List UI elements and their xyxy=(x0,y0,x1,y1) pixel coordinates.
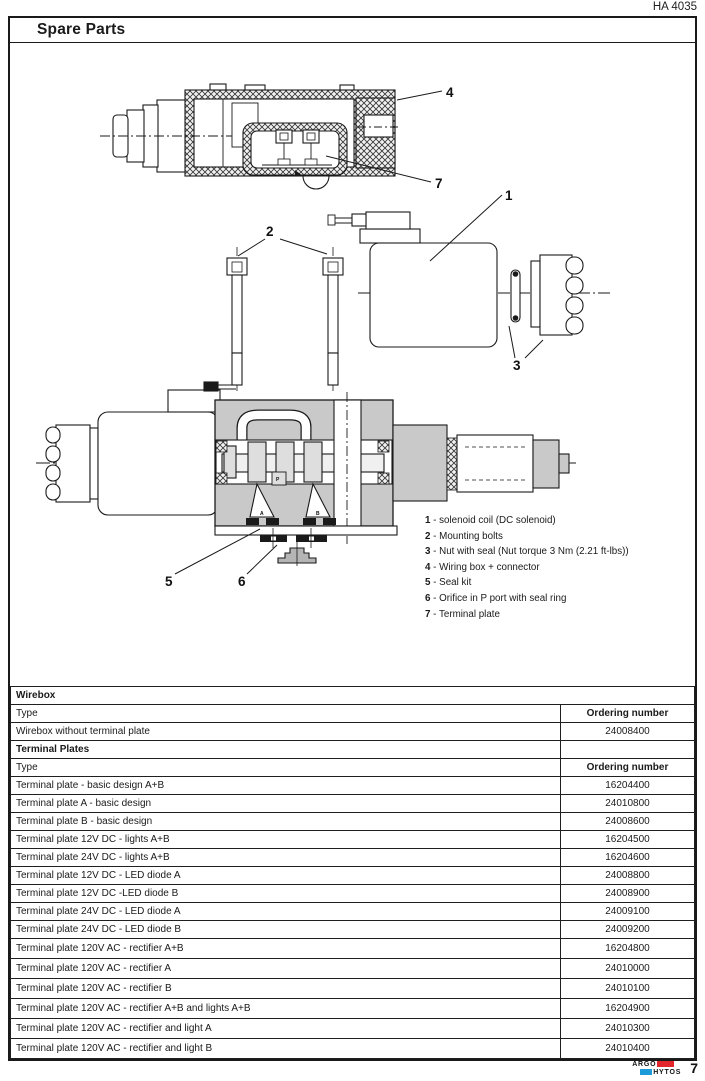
column-header-type: Type xyxy=(11,759,561,777)
brand-red-block xyxy=(657,1061,674,1067)
spare-parts-diagram xyxy=(10,43,695,686)
type-cell: Terminal plate B - basic design xyxy=(11,813,561,831)
legend-item: 4 - Wiring box + connector xyxy=(425,561,540,573)
page-footer xyxy=(632,1060,698,1076)
callout-1: 1 xyxy=(505,188,513,203)
type-cell: Terminal plate 24V DC - LED diode A xyxy=(11,903,561,921)
callout-3: 3 xyxy=(513,358,521,373)
ordering-number-cell: 24010300 xyxy=(561,1019,695,1039)
ordering-number-cell: 24010400 xyxy=(561,1039,695,1059)
type-cell: Terminal plate 120V AC - rectifier A+B xyxy=(11,939,561,959)
table-row xyxy=(11,831,695,849)
page-title: Spare Parts xyxy=(37,21,126,38)
ordering-number-cell: 24010800 xyxy=(561,795,695,813)
table-row xyxy=(11,903,695,921)
ordering-number-cell: 24010000 xyxy=(561,959,695,979)
table-row xyxy=(11,813,695,831)
page-number: 7 xyxy=(690,1060,698,1076)
table-row xyxy=(11,795,695,813)
table-row xyxy=(11,959,695,979)
type-cell: Terminal plate 24V DC - LED diode B xyxy=(11,921,561,939)
table-section-row xyxy=(11,687,695,705)
parts-table xyxy=(10,686,695,1059)
ordering-number-cell: 24008800 xyxy=(561,867,695,885)
type-cell: Terminal plate 120V AC - rectifier A+B and lights A+B xyxy=(11,999,561,1019)
type-cell: Terminal plate 24V DC - lights A+B xyxy=(11,849,561,867)
coil-and-bolts-drawing xyxy=(227,195,612,391)
ordering-number-cell: 24008400 xyxy=(561,723,695,741)
table-row xyxy=(11,939,695,959)
port-label-p: P xyxy=(276,477,280,483)
document-code: HA 4035 xyxy=(652,1,697,13)
parts-legend xyxy=(425,513,695,622)
legend-item: 2 - Mounting bolts xyxy=(425,530,503,542)
column-header-type: Type xyxy=(11,705,561,723)
callout-7: 7 xyxy=(435,176,443,191)
type-cell: Terminal plate 12V DC - LED diode A xyxy=(11,867,561,885)
ordering-number-cell: 16204600 xyxy=(561,849,695,867)
argo-hytos-logo xyxy=(632,1061,681,1076)
brand-word-hytos: HYTOS xyxy=(653,1068,682,1076)
ordering-number-cell: 16204900 xyxy=(561,999,695,1019)
column-header-ordering-number: Ordering number xyxy=(561,759,695,777)
ordering-number-cell: 24009200 xyxy=(561,921,695,939)
section-title: Terminal Plates xyxy=(11,741,561,759)
ordering-number-cell: 24008600 xyxy=(561,813,695,831)
ordering-number-cell: 24010100 xyxy=(561,979,695,999)
brand-word-argo: ARGO xyxy=(632,1060,657,1068)
table-row xyxy=(11,723,695,741)
ordering-number-cell: 24008900 xyxy=(561,885,695,903)
type-cell: Terminal plate 120V AC - rectifier and light B xyxy=(11,1039,561,1059)
table-row xyxy=(11,999,695,1019)
section-title: Wirebox xyxy=(11,687,695,705)
table-row xyxy=(11,921,695,939)
type-cell: Terminal plate - basic design A+B xyxy=(11,777,561,795)
title-bar xyxy=(10,18,695,43)
legend-item: 5 - Seal kit xyxy=(425,577,472,589)
table-header-row xyxy=(11,759,695,777)
brand-blue-block xyxy=(640,1069,652,1075)
ordering-number-cell: 24009100 xyxy=(561,903,695,921)
table-row xyxy=(11,885,695,903)
legend-item: 1 - solenoid coil (DC solenoid) xyxy=(425,515,556,526)
table-row xyxy=(11,1039,695,1059)
table-row xyxy=(11,1019,695,1039)
table-row xyxy=(11,979,695,999)
type-cell: Terminal plate 120V AC - rectifier and light A xyxy=(11,1019,561,1039)
type-cell: Terminal plate 120V AC - rectifier B xyxy=(11,979,561,999)
page-frame xyxy=(8,16,697,1061)
legend-item: 3 - Nut with seal (Nut torque 3 Nm (2.21 ft-lbs)) xyxy=(425,546,629,558)
table-header-row xyxy=(11,705,695,723)
type-cell: Terminal plate 120V AC - rectifier A xyxy=(11,959,561,979)
ordering-number-cell: 16204500 xyxy=(561,831,695,849)
type-cell: Wirebox without terminal plate xyxy=(11,723,561,741)
legend-item: 6 - Orifice in P port with seal ring xyxy=(425,592,567,604)
ordering-number-cell: 16204400 xyxy=(561,777,695,795)
port-label-a: A xyxy=(260,511,264,517)
table-row xyxy=(11,777,695,795)
wiring-box-drawing xyxy=(100,84,442,189)
table-row xyxy=(11,867,695,885)
column-header-ordering-number: Ordering number xyxy=(561,705,695,723)
port-label-b: B xyxy=(316,511,320,517)
table-section-row xyxy=(11,741,695,759)
callout-6: 6 xyxy=(238,574,246,589)
callout-5: 5 xyxy=(165,574,173,589)
section-empty-cell xyxy=(561,741,695,759)
ordering-number-cell: 16204800 xyxy=(561,939,695,959)
callout-2: 2 xyxy=(266,224,274,239)
type-cell: Terminal plate 12V DC - lights A+B xyxy=(11,831,561,849)
table-row xyxy=(11,849,695,867)
type-cell: Terminal plate A - basic design xyxy=(11,795,561,813)
legend-item: 7 - Terminal plate xyxy=(425,608,500,620)
callout-4: 4 xyxy=(446,85,454,100)
type-cell: Terminal plate 12V DC -LED diode B xyxy=(11,885,561,903)
